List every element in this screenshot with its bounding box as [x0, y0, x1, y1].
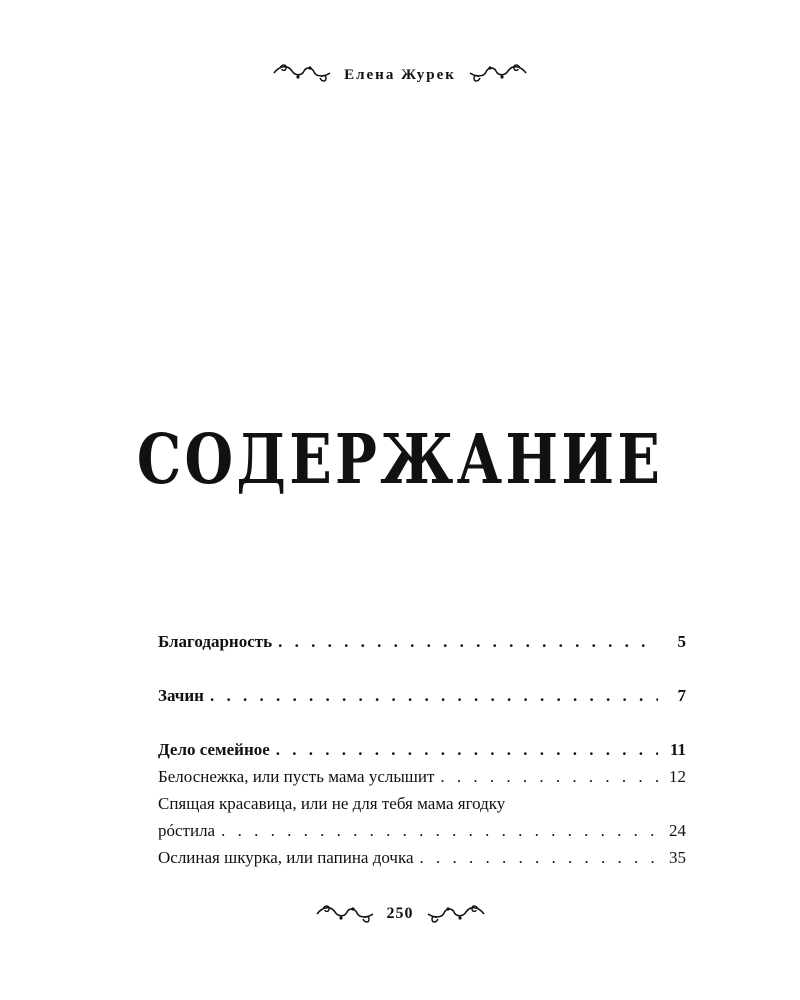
toc-leader-dots: [210, 682, 658, 709]
toc-entry[interactable]: [158, 628, 686, 655]
toc-leader-dots: [276, 736, 658, 763]
toc-entry-page: 7: [677, 686, 686, 705]
toc-entry-page: 24: [669, 821, 686, 840]
toc-leader-dots: [278, 628, 658, 655]
toc-entry-label: Ослиная шкурка, или папина дочка: [158, 848, 414, 867]
page-footer: [0, 903, 800, 925]
toc-leader-dots: [221, 817, 658, 844]
toc-entry[interactable]: [158, 763, 686, 790]
toc-entry[interactable]: [158, 790, 686, 844]
floral-ornament-icon: [270, 62, 334, 84]
floral-ornament-icon: [424, 903, 488, 925]
toc-entry[interactable]: [158, 736, 686, 763]
toc-entry-page: 35: [669, 848, 686, 867]
toc-entry-label: Дело семейное: [158, 740, 270, 759]
toc-entry-page: 11: [669, 740, 686, 759]
toc-entry-label-line1: Спящая красавица, или не для тебя мама ягодку: [158, 794, 506, 813]
toc-entry[interactable]: [158, 844, 686, 871]
toc-leader-dots: [440, 763, 658, 790]
toc-entry-page: 5: [677, 632, 686, 651]
page-title: СОДЕРЖАНИЕ: [136, 420, 664, 500]
running-header-author: Елена Журек: [344, 66, 456, 83]
page-number: 250: [386, 905, 414, 922]
floral-ornament-icon: [313, 903, 377, 925]
toc-entry-label: Зачин: [158, 686, 204, 705]
toc-entry-label-line2: рóстила: [158, 821, 216, 840]
toc-entry-label: Белоснежка, или пусть мама услышит: [158, 767, 435, 786]
floral-ornament-icon: [466, 62, 530, 84]
table-of-contents: [158, 628, 686, 871]
toc-leader-dots: [420, 844, 658, 871]
toc-entry-label: Благодарность: [158, 632, 273, 651]
toc-entry-page: 12: [669, 767, 686, 786]
running-header: [0, 62, 800, 84]
toc-entry[interactable]: [158, 682, 686, 709]
